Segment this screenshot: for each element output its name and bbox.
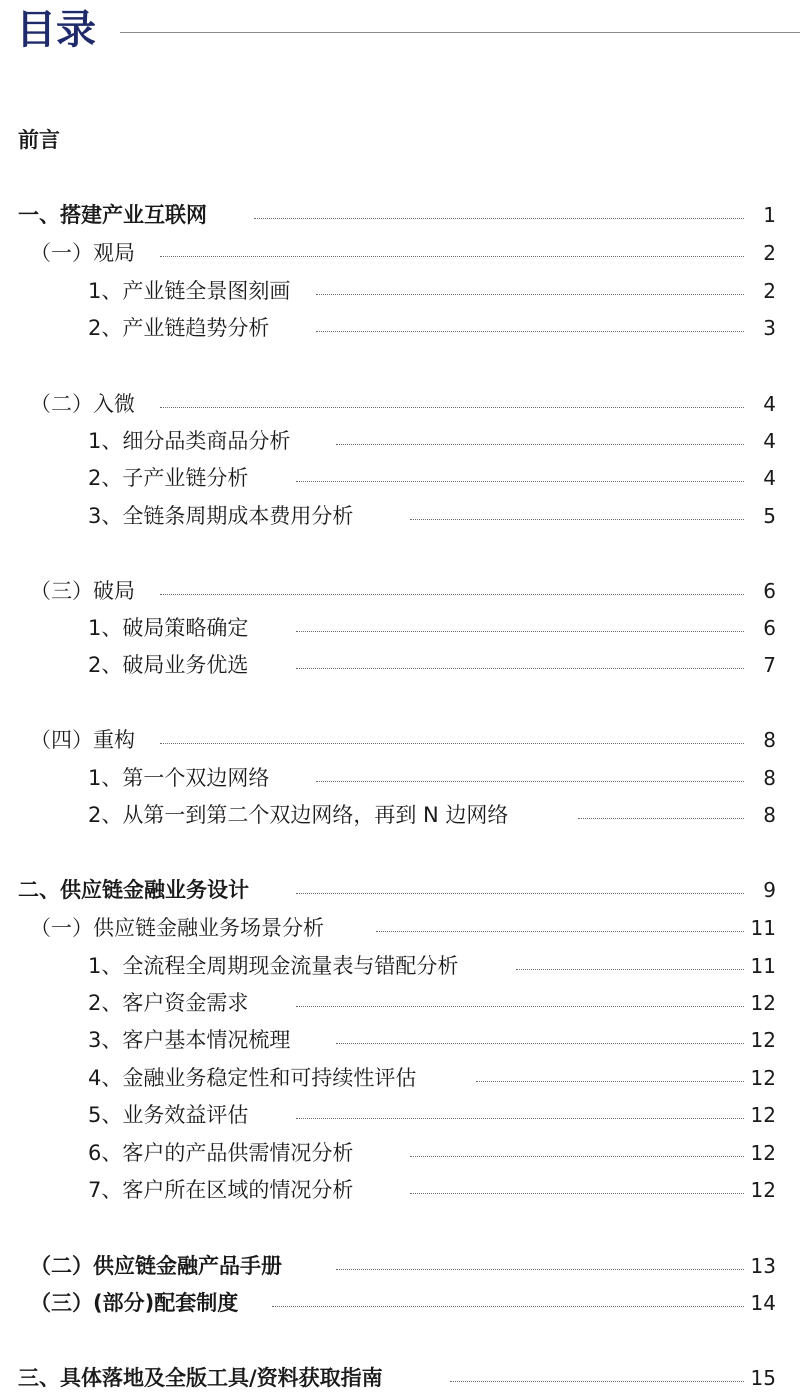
toc-page-number: 11 [750,954,776,978]
preface-link[interactable]: 前言 [18,128,60,152]
toc-page-number: 11 [750,916,776,940]
toc-entry-label: 1、产业链全景图刻画 [88,273,298,309]
toc-item[interactable] [0,1135,800,1171]
toc-entry-label: （三）破局 [30,573,143,609]
leader-dots [476,1081,744,1082]
leader-dots [272,1306,744,1307]
toc-entry-label: 2、客户资金需求 [88,985,256,1021]
toc-entry-label: （一）观局 [30,235,143,271]
leader-dots [254,218,744,219]
leader-dots [410,1193,744,1194]
leader-dots [296,1006,744,1007]
leader-dots [160,407,744,408]
toc-item[interactable] [0,797,800,833]
toc-entry-label: 二、供应链金融业务设计 [18,872,257,908]
toc-entry-label: （一）供应链金融业务场景分析 [30,910,332,946]
toc-page-number: 12 [750,1028,776,1052]
toc-entry-label: （三）(部分)配套制度 [30,1285,246,1321]
toc-page-number: 3 [763,316,776,340]
toc-chapter[interactable] [0,872,800,908]
leader-dots [296,481,744,482]
leader-dots [296,893,744,894]
toc-page-number: 12 [750,991,776,1015]
toc-item[interactable] [0,760,800,796]
toc-entry-label: 1、全流程全周期现金流量表与错配分析 [88,948,466,984]
leader-dots [410,519,744,520]
toc-item[interactable] [0,647,800,683]
toc-entry-label: 2、子产业链分析 [88,460,256,496]
toc-item[interactable] [0,310,800,346]
toc-page-number: 12 [750,1141,776,1165]
toc-entry-label: 3、客户基本情况梳理 [88,1022,298,1058]
toc-section[interactable] [0,910,800,946]
toc-item[interactable] [0,1097,800,1133]
toc-entry-label: 2、产业链趋势分析 [88,310,277,346]
toc-entry-label: 1、第一个双边网络 [88,760,277,796]
toc-section[interactable] [0,1285,800,1321]
toc-entry-label: 一、搭建产业互联网 [18,197,215,233]
toc-entry-label: （二）供应链金融产品手册 [30,1248,290,1284]
toc-item[interactable] [0,1060,800,1096]
toc-section[interactable] [0,573,800,609]
toc-entry-label: 4、金融业务稳定性和可持续性评估 [88,1060,424,1096]
toc-item[interactable] [0,985,800,1021]
toc-entry-label: 1、破局策略确定 [88,610,256,646]
toc-entry-label: 6、客户的产品供需情况分析 [88,1135,361,1171]
toc-page-number: 15 [750,1366,776,1390]
toc-item[interactable] [0,1022,800,1058]
toc-page-number: 8 [763,766,776,790]
toc-section[interactable] [0,722,800,758]
toc-entry-label: （二）入微 [30,386,143,422]
toc-item[interactable] [0,273,800,309]
toc-entry-label: 5、业务效益评估 [88,1097,256,1133]
toc-item[interactable] [0,423,800,459]
toc-title: 目录 [16,7,96,53]
toc-page-number: 6 [763,579,776,603]
toc-page-number: 1 [763,203,776,227]
toc-entry-label: 2、从第一到第二个双边网络，再到 N 边网络 [88,797,516,833]
leader-dots [336,444,744,445]
toc-entry-label: 三、具体落地及全版工具/资料获取指南 [18,1360,391,1396]
leader-dots [316,331,744,332]
title-divider [120,32,800,33]
leader-dots [516,969,744,970]
toc-page-number: 4 [763,429,776,453]
toc-section[interactable] [0,235,800,271]
leader-dots [450,1381,744,1382]
toc-page-number: 4 [763,466,776,490]
leader-dots [578,818,744,819]
leader-dots [376,931,744,932]
toc-item[interactable] [0,610,800,646]
toc-item[interactable] [0,498,800,534]
leader-dots [160,743,744,744]
toc-page-number: 2 [763,241,776,265]
leader-dots [296,631,744,632]
leader-dots [160,594,744,595]
leader-dots [296,1118,744,1119]
toc-chapter[interactable] [0,1360,800,1396]
toc-chapter[interactable] [0,197,800,233]
toc-page-number: 2 [763,279,776,303]
toc-page-number: 4 [763,392,776,416]
toc-entry-label: （四）重构 [30,722,143,758]
toc-entry-label: 3、全链条周期成本费用分析 [88,498,361,534]
toc-entry-label: 1、细分品类商品分析 [88,423,298,459]
toc-item[interactable] [0,460,800,496]
toc-entry-label: 2、破局业务优选 [88,647,256,683]
leader-dots [316,781,744,782]
leader-dots [336,1043,744,1044]
toc-item[interactable] [0,1172,800,1208]
toc-page-number: 12 [750,1103,776,1127]
toc-page-number: 5 [763,504,776,528]
toc-page-number: 9 [763,878,776,902]
leader-dots [410,1156,744,1157]
toc-section[interactable] [0,386,800,422]
toc-page-number: 12 [750,1066,776,1090]
toc-entry-label: 7、客户所在区域的情况分析 [88,1172,361,1208]
toc-page-number: 13 [750,1254,776,1278]
toc-section[interactable] [0,1248,800,1284]
toc-page-number: 7 [763,653,776,677]
toc-page-number: 8 [763,803,776,827]
leader-dots [336,1269,744,1270]
toc-page-number: 14 [750,1291,776,1315]
leader-dots [160,256,744,257]
toc-page-number: 6 [763,616,776,640]
toc-page-number: 8 [763,728,776,752]
toc-item[interactable] [0,948,800,984]
leader-dots [316,294,744,295]
toc-page-number: 12 [750,1178,776,1202]
leader-dots [296,668,744,669]
